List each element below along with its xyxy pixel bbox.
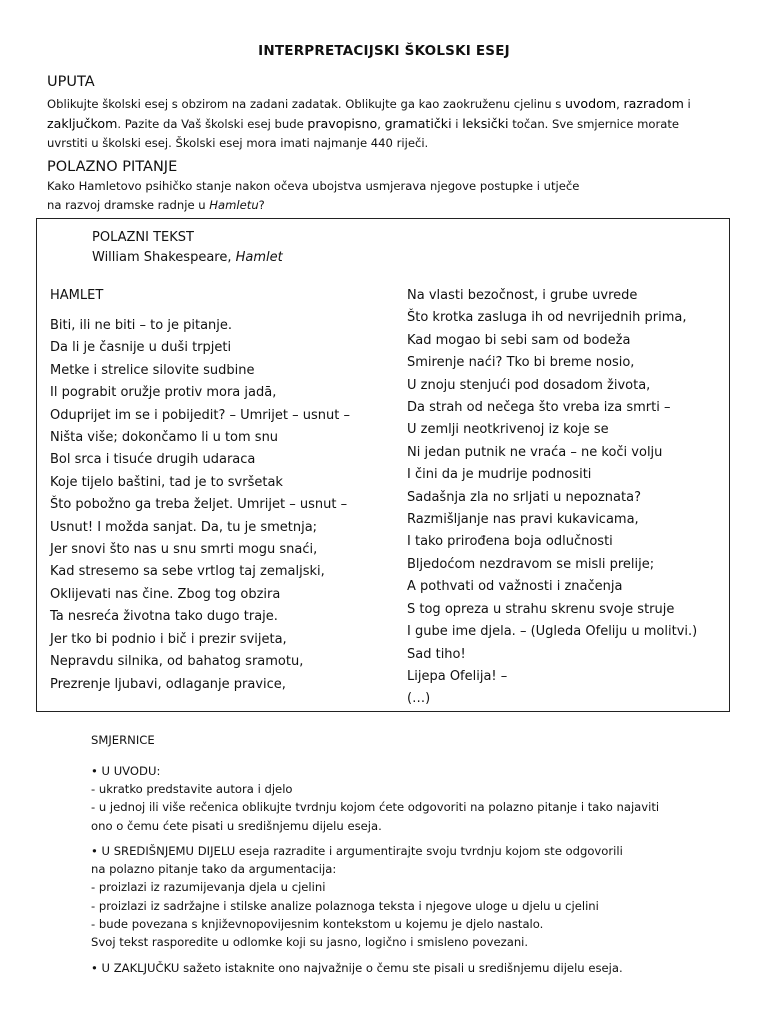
poem-line: Jer tko bi podnio i bič i prezir svijeta,	[50, 631, 287, 647]
poem-line: Kad mogao bi sebi sam od bodeža	[407, 332, 631, 348]
guideline-line: na polazno pitanje tako da argumentacija:	[91, 862, 337, 877]
poem-line: Ni jedan putnik ne vraća – ne koči volju	[407, 444, 663, 460]
guideline-line: - proizlazi iz razumijevanja djela u cjelini	[91, 880, 326, 895]
emph-pravopisno: pravopisno	[307, 116, 378, 131]
poem-line: Biti, ili ne biti – to je pitanje.	[50, 318, 233, 333]
uputa-text	[47, 94, 747, 153]
poem-line: Oklijevati nas čine. Zbog tog obzira	[50, 586, 281, 602]
smjernice-heading: SMJERNICE	[91, 733, 155, 747]
poem-right-column	[407, 285, 697, 711]
poem-line: U zemlji neotkrivenoj iz koje se	[407, 422, 609, 438]
poem-line: S tog opreza u strahu skrenu svoje struje	[407, 601, 675, 617]
uputa-line2: . Pazite da Vaš školski esej bude	[117, 117, 308, 131]
poem-line: Usnut! I možda sanjat. Da, tu je smetnja;	[50, 519, 318, 535]
emph-zakljuckom: zaključkom	[47, 116, 118, 131]
emph-razradom: razradom	[623, 96, 684, 111]
pitanje-heading: POLAZNO PITANJE	[47, 159, 178, 175]
poem-left-column	[50, 315, 350, 696]
source-work: Hamlet	[235, 250, 283, 265]
poem-line: (…)	[407, 691, 431, 707]
guideline-line: - bude povezana s književnopovijesnim kontekstom u kojemu je djelo nastalo.	[91, 916, 544, 931]
guideline-line: ono o čemu ćete pisati u središnjemu dijelu eseja.	[91, 818, 382, 833]
poem-line: Oduprijet im se i pobijedit? – Umrijet – usnut –	[50, 407, 350, 423]
uputa-i: i	[683, 97, 691, 111]
emph-uvodom: uvodom	[565, 96, 617, 111]
speaker-label: HAMLET	[50, 288, 104, 303]
poem-line: U znoju stenjući pod dosadom života,	[407, 377, 651, 393]
poem-line: I čini da je mudrije podnositi	[407, 467, 592, 483]
uputa-heading: UPUTA	[47, 74, 95, 90]
poem-line: I gube ime djela. – (Ugleda Ofeliju u molitvi.)	[407, 624, 698, 640]
uputa-i2: i	[451, 117, 463, 131]
guideline-line: - u jednoj ili više rečenica oblikujte tvrdnju kojom ćete odgovoriti na polazno pitanje i tako najaviti	[91, 800, 660, 815]
guideline-line: Svoj tekst rasporedite u odlomke koji su jasno, logično i smisleno povezani.	[91, 935, 529, 950]
poem-line: Da strah od nečega što vreba iza smrti –	[407, 400, 671, 416]
poem-line: Koje tijelo baštini, tad je to svršetak	[50, 474, 283, 490]
pitanje-qmark: ?	[258, 198, 265, 212]
smjernice-sredisnji	[91, 842, 731, 951]
uputa-comma: ,	[616, 97, 624, 111]
poem-line: Ta nesreća životna tako dugo traje.	[50, 609, 278, 625]
poem-line: Nepravdu silnika, od bahatog sramotu,	[50, 654, 304, 670]
pitanje-hamlet: Hamletu	[209, 198, 259, 212]
pitanje-line1: Kako Hamletovo psihičko stanje nakon očeva ubojstva usmjerava njegove postupke i utječe	[47, 179, 580, 193]
poem-line: Ništa više; dokončamo li u tom snu	[50, 430, 279, 446]
guideline-line: • U SREDIŠNJEMU DIJELU eseja razradite i argumentirajte svoju tvrdnju kojom ste odgovorili	[91, 844, 623, 858]
poem-line: Na vlasti bezočnost, i grube uvrede	[407, 288, 638, 303]
poem-line: Il pograbit oružje protiv mora jadā,	[50, 385, 277, 401]
document-title: INTERPRETACIJSKI ŠKOLSKI ESEJ	[258, 43, 510, 59]
guideline-line: • U ZAKLJUČKU sažeto istaknite ono najvažnije o čemu ste pisali u središnjemu dijelu eseja.	[91, 961, 623, 975]
poem-line: Jer snovi što nas u snu smrti mogu snaći,	[50, 542, 318, 558]
poem-line: Metke i strelice silovite sudbine	[50, 362, 255, 378]
poem-line: Lijepa Ofelija! –	[407, 668, 508, 684]
source-citation	[92, 250, 283, 265]
poem-line: Kad stresemo sa sebe vrtlog taj zemaljski,	[50, 564, 325, 580]
guideline-line: - proizlazi iz sadržajne i stilske analize polaznoga teksta i njegove uloge u djelu u cjelini	[91, 898, 599, 913]
poem-line: Bol srca i tisuće drugih udaraca	[50, 452, 256, 468]
poem-line: Smirenje naći? Tko bi breme nosio,	[407, 355, 635, 371]
emph-gramaticki: gramatički	[384, 116, 452, 131]
poem-line: Sad tiho!	[407, 646, 466, 662]
pitanje-text	[47, 177, 747, 215]
source-author: William Shakespeare,	[92, 250, 236, 265]
poem-line: Sadašnja zla no srljati u nepoznata?	[407, 489, 641, 505]
poem-line: Prezrenje ljubavi, odlaganje pravice,	[50, 676, 286, 692]
poem-line: Razmišljanje nas pravi kukavicama,	[407, 512, 639, 528]
poem-line: I tako prirođena boja odlučnosti	[407, 534, 613, 550]
poem-line: Što pobožno ga treba željet. Umrijet – usnut –	[50, 497, 348, 513]
smjernice-zakljucak	[91, 959, 731, 977]
poem-line: A pothvati od važnosti i značenja	[407, 579, 623, 595]
smjernice-uvod	[91, 762, 731, 835]
pitanje-line2: na razvoj dramske radnje u	[47, 198, 210, 212]
poem-line: Što krotka zasluga ih od nevrijednih prima,	[407, 310, 687, 326]
uputa-comma2: ,	[377, 117, 385, 131]
uputa-line2b: točan. Sve smjernice morate	[508, 117, 680, 131]
polazni-tekst-heading: POLAZNI TEKST	[92, 230, 194, 245]
uputa-line3: uvrstiti u školski esej. Školski esej mora imati najmanje 440 riječi.	[47, 136, 429, 150]
poem-line: Bljedoćom nezdravom se misli prelije;	[407, 556, 655, 572]
poem-line: Da li je časnije u duši trpjeti	[50, 340, 232, 356]
emph-leksicki: leksički	[462, 116, 509, 131]
guideline-line: - ukratko predstavite autora i djelo	[91, 782, 293, 797]
uputa-line1: Oblikujte školski esej s obzirom na zadani zadatak. Oblikujte ga kao zaokruženu cjelinu s	[47, 97, 565, 111]
guideline-line: • U UVODU:	[91, 764, 161, 778]
